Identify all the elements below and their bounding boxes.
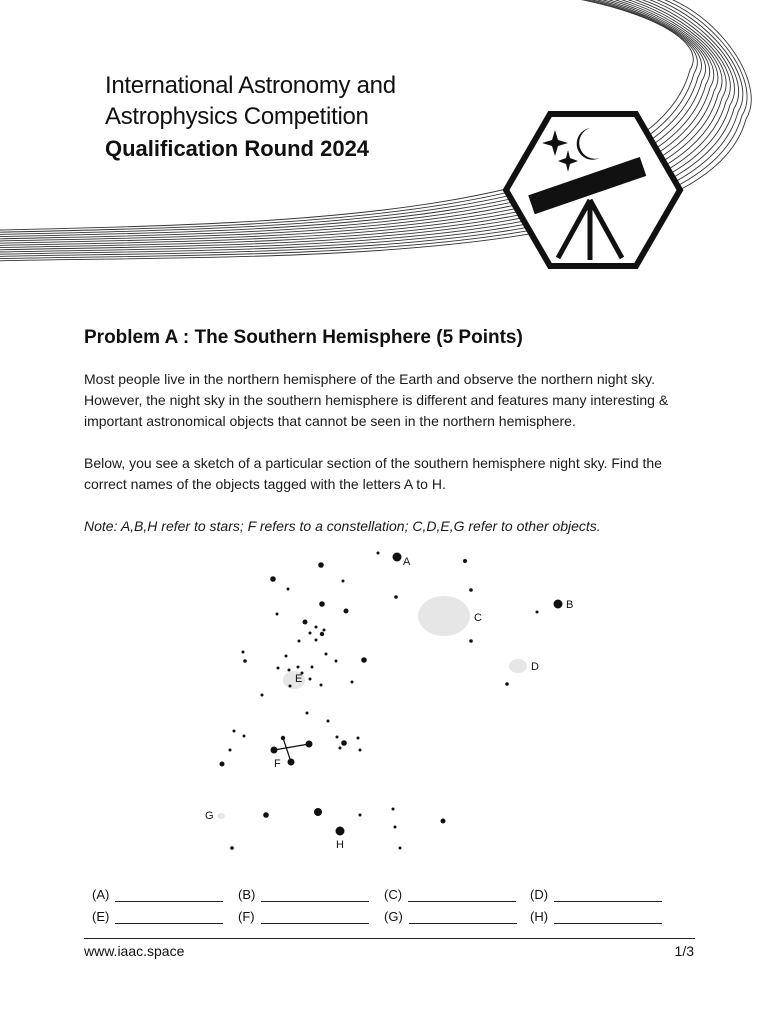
star bbox=[230, 846, 234, 850]
star bbox=[357, 737, 360, 740]
answer-label: (H) bbox=[530, 909, 549, 924]
star bbox=[318, 562, 324, 568]
answer-blank[interactable] bbox=[554, 909, 662, 924]
star bbox=[342, 580, 345, 583]
star bbox=[336, 736, 339, 739]
star bbox=[392, 808, 395, 811]
answer-blank[interactable] bbox=[261, 887, 369, 902]
star bbox=[361, 657, 367, 663]
star bbox=[393, 553, 402, 562]
star bbox=[287, 588, 290, 591]
answer-label: (F) bbox=[238, 909, 255, 924]
competition-title-block bbox=[105, 70, 396, 166]
star bbox=[394, 595, 398, 599]
answer-label: (B) bbox=[238, 887, 256, 902]
answer-blank[interactable] bbox=[409, 909, 517, 924]
answer-label: (A) bbox=[92, 887, 110, 902]
nebulae bbox=[217, 596, 527, 819]
competition-name-line1: International Astronomy and bbox=[105, 72, 396, 99]
star bbox=[306, 712, 309, 715]
answer-h bbox=[530, 909, 676, 924]
star bbox=[323, 629, 326, 632]
star bbox=[314, 808, 322, 816]
problem-title: Problem A : The Southern Hemisphere (5 Points) bbox=[84, 327, 523, 348]
footer-website: www.iaac.space bbox=[84, 943, 185, 959]
answer-c bbox=[384, 887, 530, 902]
star bbox=[441, 819, 446, 824]
star bbox=[271, 747, 278, 754]
star bbox=[377, 552, 380, 555]
answer-blank[interactable] bbox=[261, 909, 369, 924]
star bbox=[298, 640, 301, 643]
answer-row-2 bbox=[92, 902, 692, 924]
star bbox=[344, 609, 349, 614]
answer-b bbox=[238, 887, 384, 902]
competition-name-line2: Astrophysics Competition bbox=[105, 103, 369, 130]
star bbox=[220, 762, 225, 767]
label-h: H bbox=[336, 839, 344, 851]
label-f: F bbox=[274, 758, 281, 770]
answer-blank[interactable] bbox=[115, 909, 223, 924]
star bbox=[394, 826, 397, 829]
stars bbox=[220, 552, 563, 850]
label-g: G bbox=[205, 810, 214, 822]
star bbox=[243, 735, 246, 738]
star bbox=[309, 678, 312, 681]
star bbox=[341, 740, 347, 746]
problem-paragraph-2: Below, you see a sketch of a particular section of the southern hemisphere night sky. Find the correct names of the objects tagged with the letters A to H. bbox=[84, 455, 662, 492]
star bbox=[315, 639, 318, 642]
star bbox=[505, 682, 509, 686]
label-b: B bbox=[566, 599, 574, 611]
star bbox=[335, 660, 338, 663]
star bbox=[319, 601, 325, 607]
sky-labels bbox=[205, 556, 573, 851]
star bbox=[243, 659, 247, 663]
star bbox=[320, 632, 324, 636]
object-g-nebula bbox=[217, 813, 225, 819]
problem-note: Note: A,B,H refer to stars; F refers to a constellation; C,D,E,G refer to other objects. bbox=[84, 518, 601, 534]
star bbox=[285, 655, 288, 658]
star bbox=[281, 736, 285, 740]
answer-row-1 bbox=[92, 880, 692, 902]
round-title: Qualification Round 2024 bbox=[105, 136, 370, 161]
star bbox=[325, 653, 328, 656]
star bbox=[233, 730, 236, 733]
star bbox=[263, 812, 269, 818]
answer-d bbox=[530, 887, 676, 902]
telescope-hexagon-icon bbox=[506, 114, 680, 266]
sky-sketch bbox=[0, 540, 768, 860]
object-d-nebula bbox=[509, 659, 527, 673]
star bbox=[469, 639, 473, 643]
star bbox=[399, 847, 402, 850]
star bbox=[339, 747, 342, 750]
label-a: A bbox=[403, 556, 411, 568]
star bbox=[311, 666, 314, 669]
answer-label: (E) bbox=[92, 909, 110, 924]
star bbox=[270, 576, 276, 582]
star bbox=[309, 632, 312, 635]
answer-blank[interactable] bbox=[554, 887, 662, 902]
answer-blanks bbox=[92, 880, 692, 924]
star bbox=[359, 749, 362, 752]
star bbox=[359, 814, 362, 817]
star bbox=[261, 694, 264, 697]
page-number: 1/3 bbox=[674, 943, 694, 959]
star bbox=[297, 666, 300, 669]
answer-blank[interactable] bbox=[408, 887, 516, 902]
star bbox=[463, 559, 467, 563]
star bbox=[229, 749, 232, 752]
star bbox=[536, 611, 539, 614]
answer-e bbox=[92, 909, 238, 924]
star bbox=[288, 669, 291, 672]
star bbox=[306, 741, 313, 748]
answer-label: (C) bbox=[384, 887, 403, 902]
star bbox=[242, 651, 245, 654]
problem-paragraph-1: Most people live in the northern hemisphere of the Earth and observe the northern night sky. However, the night sky in the southern hemisphere is different and features many interesting & important astronomical objects that cannot be seen in the northern hemisphere. bbox=[84, 371, 669, 429]
star bbox=[289, 685, 292, 688]
answer-label: (G) bbox=[384, 909, 403, 924]
star bbox=[351, 681, 354, 684]
star bbox=[336, 827, 345, 836]
star bbox=[277, 667, 280, 670]
label-d: D bbox=[531, 661, 539, 673]
star bbox=[276, 613, 279, 616]
answer-f bbox=[238, 909, 384, 924]
star bbox=[320, 684, 323, 687]
star bbox=[315, 626, 318, 629]
label-e: E bbox=[295, 673, 303, 685]
answer-label: (D) bbox=[530, 887, 549, 902]
answer-blank[interactable] bbox=[115, 887, 223, 902]
answer-g bbox=[384, 909, 530, 924]
star bbox=[303, 620, 308, 625]
answer-a bbox=[92, 887, 238, 902]
object-c-nebula bbox=[418, 596, 470, 636]
star bbox=[469, 588, 473, 592]
star bbox=[288, 759, 295, 766]
footer-divider bbox=[84, 938, 695, 939]
star bbox=[554, 600, 563, 609]
label-c: C bbox=[474, 612, 482, 624]
star bbox=[327, 720, 330, 723]
